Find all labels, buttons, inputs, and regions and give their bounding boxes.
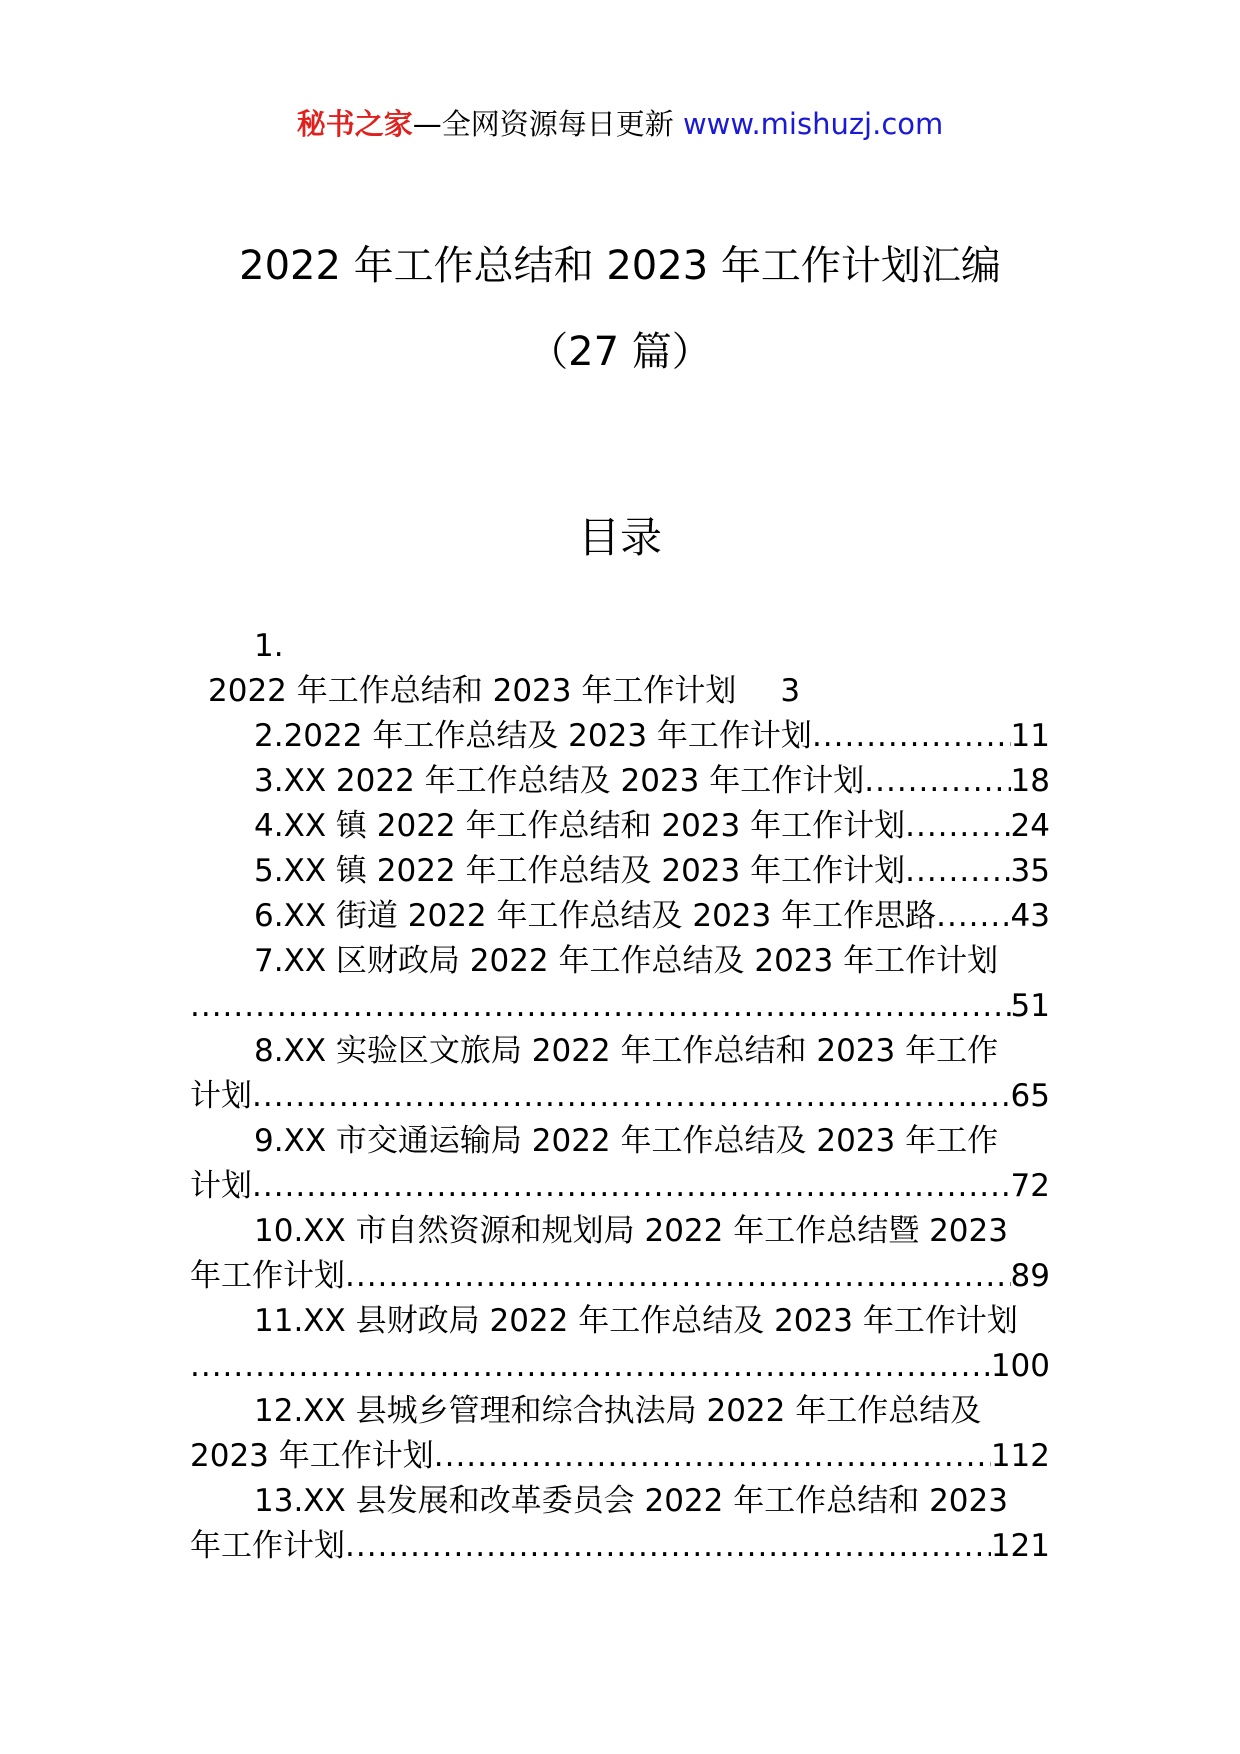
toc-leader-dots xyxy=(345,1254,1011,1299)
toc-item-title: 13.XX 县发展和改革委员会 2022 年工作总结和 2023 xyxy=(254,1483,1008,1519)
toc-item-8[interactable] xyxy=(190,1029,1050,1074)
toc-item-title-cont: 年工作计划 xyxy=(190,1528,345,1564)
toc-leader-dots xyxy=(864,759,1010,804)
toc-item-1[interactable] xyxy=(190,669,1050,714)
toc-item-3[interactable] xyxy=(190,759,1050,804)
toc-leader-dots xyxy=(345,1524,991,1569)
toc-leader-dots xyxy=(190,1344,991,1389)
toc-item-13[interactable] xyxy=(190,1479,1050,1524)
document-count: （27 篇） xyxy=(528,329,712,375)
toc-item-page: 3 xyxy=(780,673,801,709)
toc-item-title: 12.XX 县城乡管理和综合执法局 2022 年工作总结及 xyxy=(254,1393,982,1429)
toc-item-title-cont: 计划 xyxy=(190,1078,252,1114)
toc-item-page: 65 xyxy=(1010,1078,1050,1114)
toc-item-page: 112 xyxy=(990,1438,1050,1474)
toc-leader-dots xyxy=(252,1164,1011,1209)
toc-item-page: 121 xyxy=(990,1528,1050,1564)
toc-item-10-continuation[interactable] xyxy=(190,1254,1050,1299)
toc-item-title-cont: 2023 年工作计划 xyxy=(190,1438,434,1474)
toc-item-9[interactable] xyxy=(190,1119,1050,1164)
brand-name: 秘书之家 xyxy=(296,107,413,141)
toc-item-12-continuation[interactable] xyxy=(190,1434,1050,1479)
toc-leader-dots xyxy=(936,894,1010,939)
toc-leader-dots xyxy=(905,804,1010,849)
toc-item-page: 51 xyxy=(1010,988,1050,1024)
toc-item-title: 7.XX 区财政局 2022 年工作总结及 2023 年工作计划 xyxy=(254,943,999,979)
toc-leader-dots xyxy=(905,849,1010,894)
toc-item-title: 3.XX 2022 年工作总结及 2023 年工作计划 xyxy=(254,763,865,799)
document-title: 2022 年工作总结和 2023 年工作计划汇编 xyxy=(239,243,1001,289)
toc-item-page: 72 xyxy=(1010,1168,1050,1204)
toc-item-title: 10.XX 市自然资源和规划局 2022 年工作总结暨 2023 xyxy=(254,1213,1008,1249)
toc-item-page: 35 xyxy=(1010,853,1050,889)
toc-item-page: 100 xyxy=(990,1348,1050,1384)
toc-item-page: 24 xyxy=(1010,808,1050,844)
table-of-contents xyxy=(190,624,1050,1569)
site-header xyxy=(0,104,1240,144)
toc-heading: 目录 xyxy=(577,513,662,562)
toc-item-title: 9.XX 市交通运输局 2022 年工作总结及 2023 年工作 xyxy=(254,1123,999,1159)
toc-item-title: 5.XX 镇 2022 年工作总结及 2023 年工作计划 xyxy=(254,853,906,889)
toc-item-title-cont: 计划 xyxy=(190,1168,252,1204)
toc-item-10[interactable] xyxy=(190,1209,1050,1254)
toc-item-2[interactable] xyxy=(190,714,1050,759)
toc-item-title: 8.XX 实验区文旅局 2022 年工作总结和 2023 年工作 xyxy=(254,1033,999,1069)
toc-item-title: 6.XX 街道 2022 年工作总结及 2023 年工作思路 xyxy=(254,898,937,934)
toc-leader-dots xyxy=(812,714,1011,759)
toc-leader-dots xyxy=(434,1434,991,1479)
toc-leader-dots xyxy=(190,984,1011,1029)
toc-item-8-continuation[interactable] xyxy=(190,1074,1050,1119)
toc-item-13-continuation[interactable] xyxy=(190,1524,1050,1569)
toc-item-6[interactable] xyxy=(190,894,1050,939)
toc-item-11[interactable] xyxy=(190,1299,1050,1344)
toc-item-title-cont: 年工作计划 xyxy=(190,1258,345,1294)
toc-item-4[interactable] xyxy=(190,804,1050,849)
toc-item-12[interactable] xyxy=(190,1389,1050,1434)
toc-item-title: 2022 年工作总结和 2023 年工作计划 xyxy=(208,673,737,709)
toc-item-7[interactable] xyxy=(190,939,1050,984)
toc-item-5[interactable] xyxy=(190,849,1050,894)
toc-item-number: 1. xyxy=(254,628,284,664)
toc-leader-dots xyxy=(252,1074,1011,1119)
toc-item-page: 43 xyxy=(1010,898,1050,934)
brand-tagline: —全网资源每日更新 xyxy=(412,107,674,141)
toc-item-11-continuation[interactable] xyxy=(190,1344,1050,1389)
toc-item-7-continuation[interactable] xyxy=(190,984,1050,1029)
toc-item-title: 11.XX 县财政局 2022 年工作总结及 2023 年工作计划 xyxy=(254,1303,1018,1339)
toc-item-title: 4.XX 镇 2022 年工作总结和 2023 年工作计划 xyxy=(254,808,906,844)
toc-item-1-number[interactable] xyxy=(190,624,1050,669)
toc-item-9-continuation[interactable] xyxy=(190,1164,1050,1209)
toc-item-title: 2.2022 年工作总结及 2023 年工作计划 xyxy=(254,718,812,754)
toc-item-page: 89 xyxy=(1010,1258,1050,1294)
toc-item-page: 18 xyxy=(1010,763,1050,799)
site-url-link[interactable]: www.mishuzj.com xyxy=(682,107,944,141)
toc-item-page: 11 xyxy=(1010,718,1050,754)
